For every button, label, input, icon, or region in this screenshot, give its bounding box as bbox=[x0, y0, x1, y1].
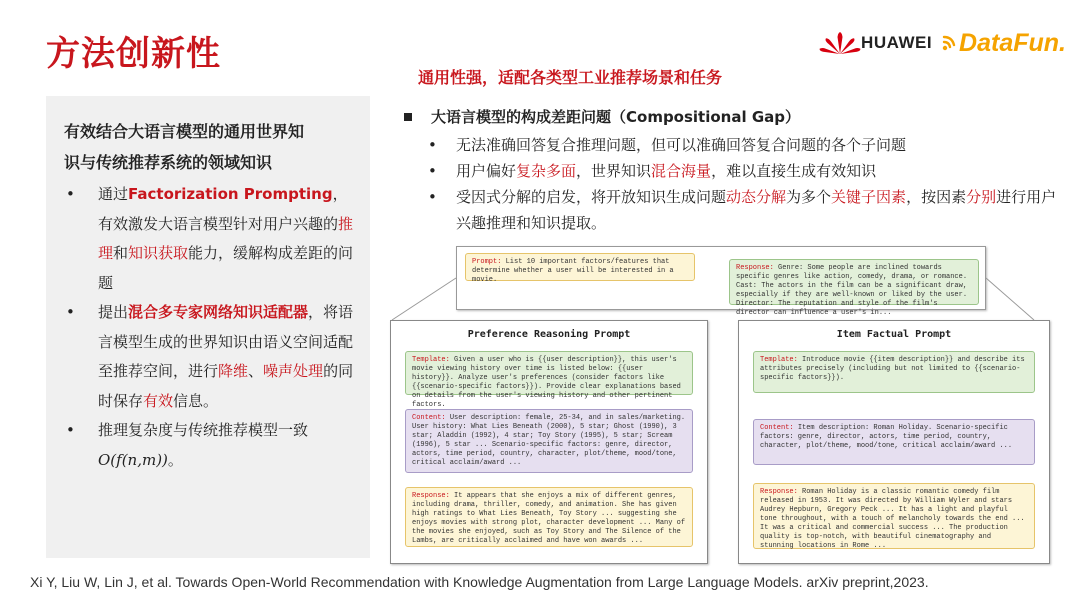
box-text: Given a user who is {{user description}}, this user's movie viewing history over time is listed below: {{user history}}. Analyze user's preferences (consider factors like {{scenario-specific factors}}). Provide clear explanations based on details from the user's viewing history and other pertinent factors. bbox=[412, 356, 681, 409]
template-box bbox=[405, 351, 693, 409]
text: 进行用户兴趣推理和知识提取。 bbox=[456, 188, 1057, 232]
box-label: Response: bbox=[736, 264, 774, 272]
text: 能力，缓解构成差距的问题 bbox=[98, 244, 354, 292]
box-text: It appears that she enjoys a mix of different genres, including drama, thriller, comedy, and animation. She has given high ratings to What Lies Beneath, Toy Story ... suggesting she enjoys movies with strong plot, character development ... Many of the movies she enjoyed, such as Toy Story and The Silence of the Lambs, are critically acclaimed and have won awards ... bbox=[412, 492, 686, 545]
text: 推理复杂度与传统推荐模型一致 bbox=[98, 421, 309, 439]
bullet-icon: • bbox=[428, 136, 437, 154]
text: 提出 bbox=[98, 303, 129, 321]
highlight: 混合海量 bbox=[651, 162, 712, 180]
highlight: 动态分解 bbox=[726, 188, 787, 206]
highlight: Factorization Prompting bbox=[128, 185, 333, 203]
content-box bbox=[753, 419, 1035, 465]
panel-title: Preference Reasoning Prompt bbox=[467, 329, 631, 340]
content-box bbox=[405, 409, 693, 473]
complexity-formula: O(f(n,m)) bbox=[98, 450, 168, 469]
bullet-icon: • bbox=[66, 421, 75, 439]
text: 信息。 bbox=[173, 391, 219, 410]
box-label: Prompt: bbox=[472, 258, 502, 266]
bullet-icon: • bbox=[66, 303, 75, 321]
highlight: 混合多专家网络知识适配器 bbox=[128, 303, 309, 321]
right-heading-text: 大语言模型的构成差距问题（Compositional Gap） bbox=[431, 108, 801, 126]
citation: Xi Y, Liu W, Lin J, et al. Towards Open-World Recommendation with Knowledge Augmentation from Large Language Models. arXiv preprint,2023. bbox=[30, 574, 929, 590]
text: ，有效激发大语言模型针对用户兴趣的 bbox=[98, 185, 348, 233]
bullet-icon: • bbox=[428, 162, 437, 180]
box-text: Roman Holiday is a classic romantic comedy film released in 1953. It was directed by William Wyler and stars Audrey Hepburn, Gregory Peck ... It has a light and playful tone throughout, with a touch of melancholy towards the end ... It was a critical and commercial success ... The production quality is top-notch, with beautiful cinematography and stunning locations in Rome ... bbox=[760, 488, 1025, 550]
text: ，将语言模型生成的世界知识由语义空间适配至推荐空间，进行 bbox=[98, 303, 354, 380]
text: 为多个 bbox=[786, 188, 832, 206]
highlight: 有效 bbox=[143, 391, 174, 410]
response-box bbox=[753, 483, 1035, 549]
highlight: 推理 bbox=[98, 214, 354, 262]
highlight: 噪声处理 bbox=[263, 362, 324, 380]
highlight: 知识获取 bbox=[128, 244, 189, 262]
huawei-logo-text: HUAWEI bbox=[861, 33, 933, 52]
subtitle: 通用性强，适配各类型工业推荐场景和任务 bbox=[418, 68, 723, 87]
text: ，世界知识 bbox=[576, 162, 652, 180]
page-title: 方法创新性 bbox=[46, 34, 221, 74]
response-box bbox=[405, 487, 693, 547]
text: 受因式分解的启发，将开放知识生成问题 bbox=[456, 188, 727, 206]
item-factual-panel bbox=[738, 320, 1050, 564]
box-label: Response: bbox=[412, 492, 450, 500]
text: 的同时保存 bbox=[98, 362, 354, 410]
highlight: 复杂多面 bbox=[516, 162, 577, 180]
text: 和 bbox=[113, 244, 129, 262]
datafun-logo-text: DataFun. bbox=[959, 28, 1066, 57]
template-box bbox=[753, 351, 1035, 393]
text: 通过 bbox=[98, 185, 129, 203]
box-label: Content: bbox=[760, 424, 794, 432]
text: 无法准确回答复合推理问题，但可以准确回答复合问题的各个子问题 bbox=[456, 136, 907, 154]
bullet-icon: • bbox=[66, 185, 75, 203]
box-text: Genre: Some people are inclined towards specific genres like action, comedy, drama, or romance. Cast: The actors in the film can be a significant draw, especially if they are well-known or liked by the user. Director: The reputation and style of the film's director can influence a user's in... bbox=[736, 264, 968, 317]
text: 用户偏好 bbox=[456, 162, 517, 180]
panel-heading-line2: 识与传统推荐系统的领域知识 bbox=[64, 153, 273, 172]
text: ，难以直接生成有效知识 bbox=[711, 162, 877, 180]
bullet-icon: • bbox=[428, 188, 437, 206]
box-text: Introduce movie {{item description}} and describe its attributes precisely (including but not limited to {{scenario-specific factors}}). bbox=[760, 356, 1025, 382]
box-label: Template: bbox=[760, 356, 798, 364]
highlight: 关键子因素 bbox=[831, 188, 907, 206]
box-text: Item description: Roman Holiday. Scenario-specific factors: genre, director, actors, time period, country, character, plot/theme, mood/tone, critical acclaim/award ... bbox=[760, 424, 1013, 450]
highlight: 降维 bbox=[218, 362, 249, 380]
text: ，按因素 bbox=[906, 188, 967, 206]
box-label: Content: bbox=[412, 414, 446, 422]
highlight: 分别 bbox=[966, 188, 997, 206]
preference-reasoning-panel bbox=[390, 320, 708, 564]
box-text: User description: female, 25-34, and in sales/marketing. User history: What Lies Beneath (2000), 5 star; Ghost (1990), 3 star; Aladdin (1992), 4 star; Toy Story (1995), 5 star; Scream (1996), 5 star ... Scenario-specific factors: genre, director, actors, time period, country, character, plot/theme, mood/tone, critical acclaim/award ... bbox=[412, 414, 686, 467]
text: 、 bbox=[248, 362, 264, 380]
text: 。 bbox=[167, 450, 183, 469]
box-label: Response: bbox=[760, 488, 798, 496]
panel-title: Item Factual Prompt bbox=[836, 329, 952, 340]
panel-heading-line1: 有效结合大语言模型的通用世界知 bbox=[64, 122, 305, 141]
box-text: List 10 important factors/features that determine whether a user will be interested in a movie. bbox=[472, 258, 674, 284]
box-label: Template: bbox=[412, 356, 450, 364]
